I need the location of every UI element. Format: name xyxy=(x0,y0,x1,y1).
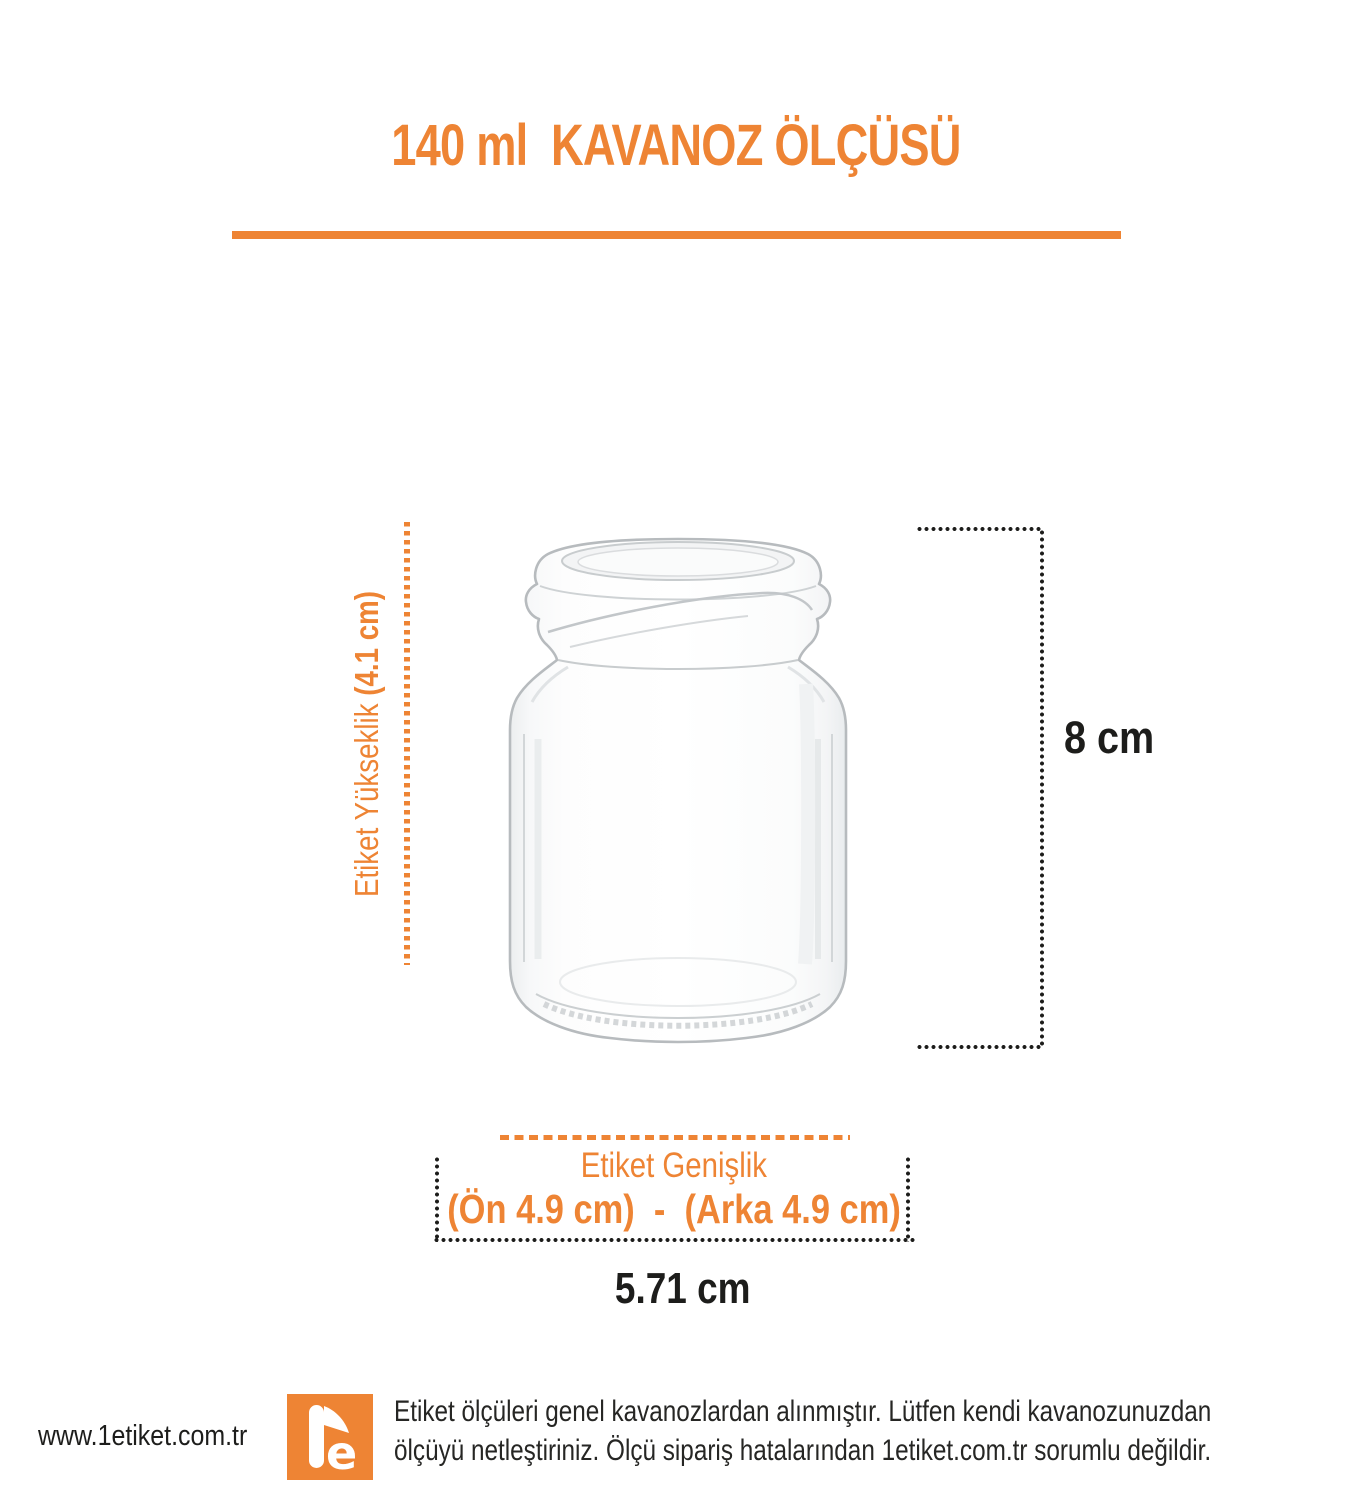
jar-total-height-label: 8 cm xyxy=(1064,712,1155,763)
logo-letter-e: e xyxy=(326,1426,358,1480)
1etiket-logo xyxy=(287,1394,373,1480)
logo-one-stem xyxy=(309,1405,324,1468)
jar-total-width-row xyxy=(433,1264,933,1314)
width-bracket-bottom-line xyxy=(433,1238,915,1242)
height-bracket-top-line xyxy=(916,527,1042,531)
title-divider-bar xyxy=(232,231,1121,239)
width-dashed-line xyxy=(500,1135,850,1140)
height-dotted-line xyxy=(404,522,410,965)
label-width-name: Etiket Genişlik xyxy=(580,1146,768,1185)
footer-disclaimer-line2: ölçüyü netleştiriniz. Ölçü sipariş hatalarından 1etiket.com.tr sorumlu değildir. xyxy=(394,1434,1212,1467)
label-height xyxy=(348,562,386,926)
label-height-value: (4.1 cm) xyxy=(348,590,385,696)
label-width-values: (Ön 4.9 cm) - (Arka 4.9 cm) xyxy=(447,1186,901,1232)
jar-total-width-label: 5.71 cm xyxy=(615,1264,751,1313)
footer-website-url: www.1etiket.com.tr xyxy=(38,1420,248,1452)
footer-disclaimer xyxy=(394,1392,1211,1470)
jar-outline xyxy=(510,539,846,1042)
label-height-name: Etiket Yükseklik xyxy=(348,695,385,898)
label-width-name-row xyxy=(437,1146,911,1186)
page-title-text: 140 ml KAVANOZ ÖLÇÜSÜ xyxy=(390,113,961,178)
label-width-values-row xyxy=(397,1186,951,1233)
glass-jar-image xyxy=(508,534,848,1046)
height-bracket-bottom-line xyxy=(916,1045,1042,1049)
page-title xyxy=(0,114,1351,178)
footer-disclaimer-line1: Etiket ölçüleri genel kavanozlardan alınmıştır. Lütfen kendi kavanozunuzdan xyxy=(394,1395,1212,1428)
height-bracket-vertical-line xyxy=(1040,529,1044,1047)
